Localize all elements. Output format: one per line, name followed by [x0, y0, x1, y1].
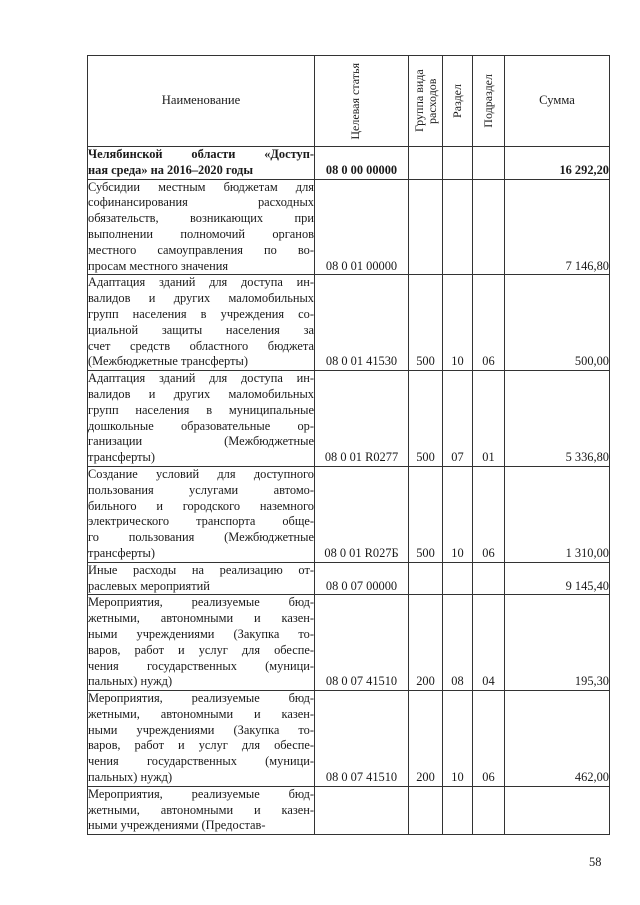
- table-row: [88, 466, 610, 562]
- row-section: 07: [443, 371, 473, 467]
- row-name-line: Челябинской области «Доступ-: [88, 147, 314, 161]
- row-target-code: 08 0 01 00000: [315, 179, 409, 275]
- row-name-line: ными учреждениями (Закупка то-: [88, 722, 314, 737]
- row-name-line: местного самоуправления по во-: [88, 242, 314, 257]
- table-row: [88, 275, 610, 371]
- row-name-line: выполнении полномочий органов: [88, 226, 314, 241]
- row-name-line: Иные расходы на реализацию от-: [88, 562, 314, 577]
- header-group: [409, 56, 443, 147]
- table-row: [88, 179, 610, 275]
- row-subsection: [473, 147, 505, 180]
- row-sum: 7 146,80: [505, 179, 610, 275]
- row-name-line: Адаптация зданий для доступа ин-: [88, 275, 314, 290]
- row-group: [409, 147, 443, 180]
- row-name-line: счет средств областного бюджета: [88, 338, 314, 353]
- row-subsection: [473, 179, 505, 275]
- row-section: [443, 179, 473, 275]
- row-target-code: 08 0 01 41530: [315, 275, 409, 371]
- table-row: [88, 147, 610, 180]
- row-name-line: Субсидии местным бюджетам для: [88, 179, 314, 194]
- header-subsection: [473, 56, 505, 147]
- table-row: [88, 562, 610, 595]
- row-sum: 462,00: [505, 691, 610, 787]
- row-sum: [505, 786, 610, 834]
- row-target-code: [315, 786, 409, 834]
- row-name-line: ными учреждениями (Закупка то-: [88, 626, 314, 641]
- header-section-label: Раздел: [450, 84, 464, 118]
- row-name: [88, 147, 315, 180]
- header-target-label: Целевая статья: [347, 62, 362, 140]
- row-sum: 9 145,40: [505, 562, 610, 595]
- row-subsection: [473, 786, 505, 834]
- row-section: [443, 562, 473, 595]
- row-sum: 16 292,20: [505, 147, 610, 180]
- row-name-line: Мероприятия, реализуемые бюд-: [88, 786, 314, 801]
- table-header-row: [88, 56, 610, 147]
- row-group: [409, 786, 443, 834]
- row-name-line: софинансирования расходных: [88, 195, 314, 210]
- table-row: [88, 371, 610, 467]
- row-name-line: варов, работ и услуг для обеспе-: [88, 738, 314, 753]
- row-subsection: [473, 562, 505, 595]
- row-name-line: дошкольные образовательные ор-: [88, 418, 314, 433]
- row-target-code: 08 0 01 R0277: [315, 371, 409, 467]
- row-name-line: Мероприятия, реализуемые бюд-: [88, 691, 314, 706]
- row-target-code: 08 0 01 R027Б: [315, 466, 409, 562]
- row-name-line: го пользования (Межбюджетные: [88, 530, 314, 545]
- budget-table: [87, 55, 610, 835]
- row-sum: 500,00: [505, 275, 610, 371]
- row-section: 10: [443, 466, 473, 562]
- row-sum: 1 310,00: [505, 466, 610, 562]
- table-row: [88, 595, 610, 691]
- row-name-line: валидов и других маломобильных: [88, 386, 314, 401]
- row-section: 10: [443, 275, 473, 371]
- row-name-line: ганизации (Межбюджетные: [88, 434, 314, 449]
- row-name: [88, 786, 315, 834]
- row-name-line: Мероприятия, реализуемые бюд-: [88, 595, 314, 610]
- row-name-line: жетными, автономными и казен-: [88, 706, 314, 721]
- row-subsection: 01: [473, 371, 505, 467]
- row-group: [409, 562, 443, 595]
- row-name-line: обязательств, возникающих при: [88, 211, 314, 226]
- row-subsection: 04: [473, 595, 505, 691]
- row-name: [88, 371, 315, 467]
- row-sum: 195,30: [505, 595, 610, 691]
- row-name-line: трансферты): [88, 545, 155, 560]
- row-name-line: (Межбюджетные трансферты): [88, 354, 248, 369]
- row-subsection: 06: [473, 275, 505, 371]
- row-name-line: Создание условий для доступного: [88, 466, 314, 481]
- row-section: [443, 147, 473, 180]
- row-sum: 5 336,80: [505, 371, 610, 467]
- row-group: 200: [409, 691, 443, 787]
- row-name-line: циальной защиты населения за: [88, 322, 314, 337]
- row-name: [88, 595, 315, 691]
- header-section: [443, 56, 473, 147]
- row-group: 500: [409, 466, 443, 562]
- row-name-line: групп населения в муниципальные: [88, 402, 314, 417]
- header-subsection-label: Подраздел: [481, 74, 495, 128]
- row-name-line: чения государственных (муници-: [88, 658, 314, 673]
- row-target-code: 08 0 07 00000: [315, 562, 409, 595]
- row-name-line: жетными, автономными и казен-: [88, 611, 314, 626]
- row-subsection: 06: [473, 691, 505, 787]
- row-name: [88, 179, 315, 275]
- row-subsection: 06: [473, 466, 505, 562]
- row-name-line: варов, работ и услуг для обеспе-: [88, 642, 314, 657]
- row-name-line: Адаптация зданий для доступа ин-: [88, 371, 314, 386]
- header-target: [315, 56, 409, 147]
- row-section: [443, 786, 473, 834]
- row-name-line: пользования услугами автомо-: [88, 482, 314, 497]
- row-name-line: электрического транспорта обще-: [88, 514, 314, 529]
- row-group: 500: [409, 371, 443, 467]
- header-group-label: Группа вида расходов: [411, 69, 439, 133]
- row-name-line: бильного и городского наземного: [88, 498, 314, 513]
- row-target-code: 08 0 07 41510: [315, 691, 409, 787]
- row-name-line: валидов и других маломобильных: [88, 291, 314, 306]
- row-name-line: пальных) нужд): [88, 770, 173, 785]
- row-section: 08: [443, 595, 473, 691]
- table-body: [88, 147, 610, 835]
- row-name-line: групп населения в учреждения со-: [88, 306, 314, 321]
- row-name-line: раслевых мероприятий: [88, 578, 210, 593]
- row-target-code: 08 0 07 41510: [315, 595, 409, 691]
- page-number: 58: [589, 855, 602, 869]
- row-name: [88, 275, 315, 371]
- table-row: [88, 691, 610, 787]
- row-name-line: ными учреждениями (Предостав-: [88, 818, 266, 833]
- row-group: [409, 179, 443, 275]
- row-name-line: трансферты): [88, 450, 155, 465]
- row-group: 200: [409, 595, 443, 691]
- row-section: 10: [443, 691, 473, 787]
- table-row: [88, 786, 610, 834]
- header-name: Наименование: [88, 56, 315, 147]
- row-name: [88, 691, 315, 787]
- row-target-code: 08 0 00 00000: [315, 147, 409, 180]
- row-name-line: ная среда» на 2016–2020 годы: [88, 162, 254, 177]
- row-name-line: просам местного значения: [88, 258, 229, 273]
- row-group: 500: [409, 275, 443, 371]
- row-name: [88, 562, 315, 595]
- row-name: [88, 466, 315, 562]
- row-name-line: пальных) нужд): [88, 674, 173, 689]
- row-name-line: чения государственных (муници-: [88, 754, 314, 769]
- header-sum: Сумма: [505, 56, 610, 147]
- row-name-line: жетными, автономными и казен-: [88, 802, 314, 817]
